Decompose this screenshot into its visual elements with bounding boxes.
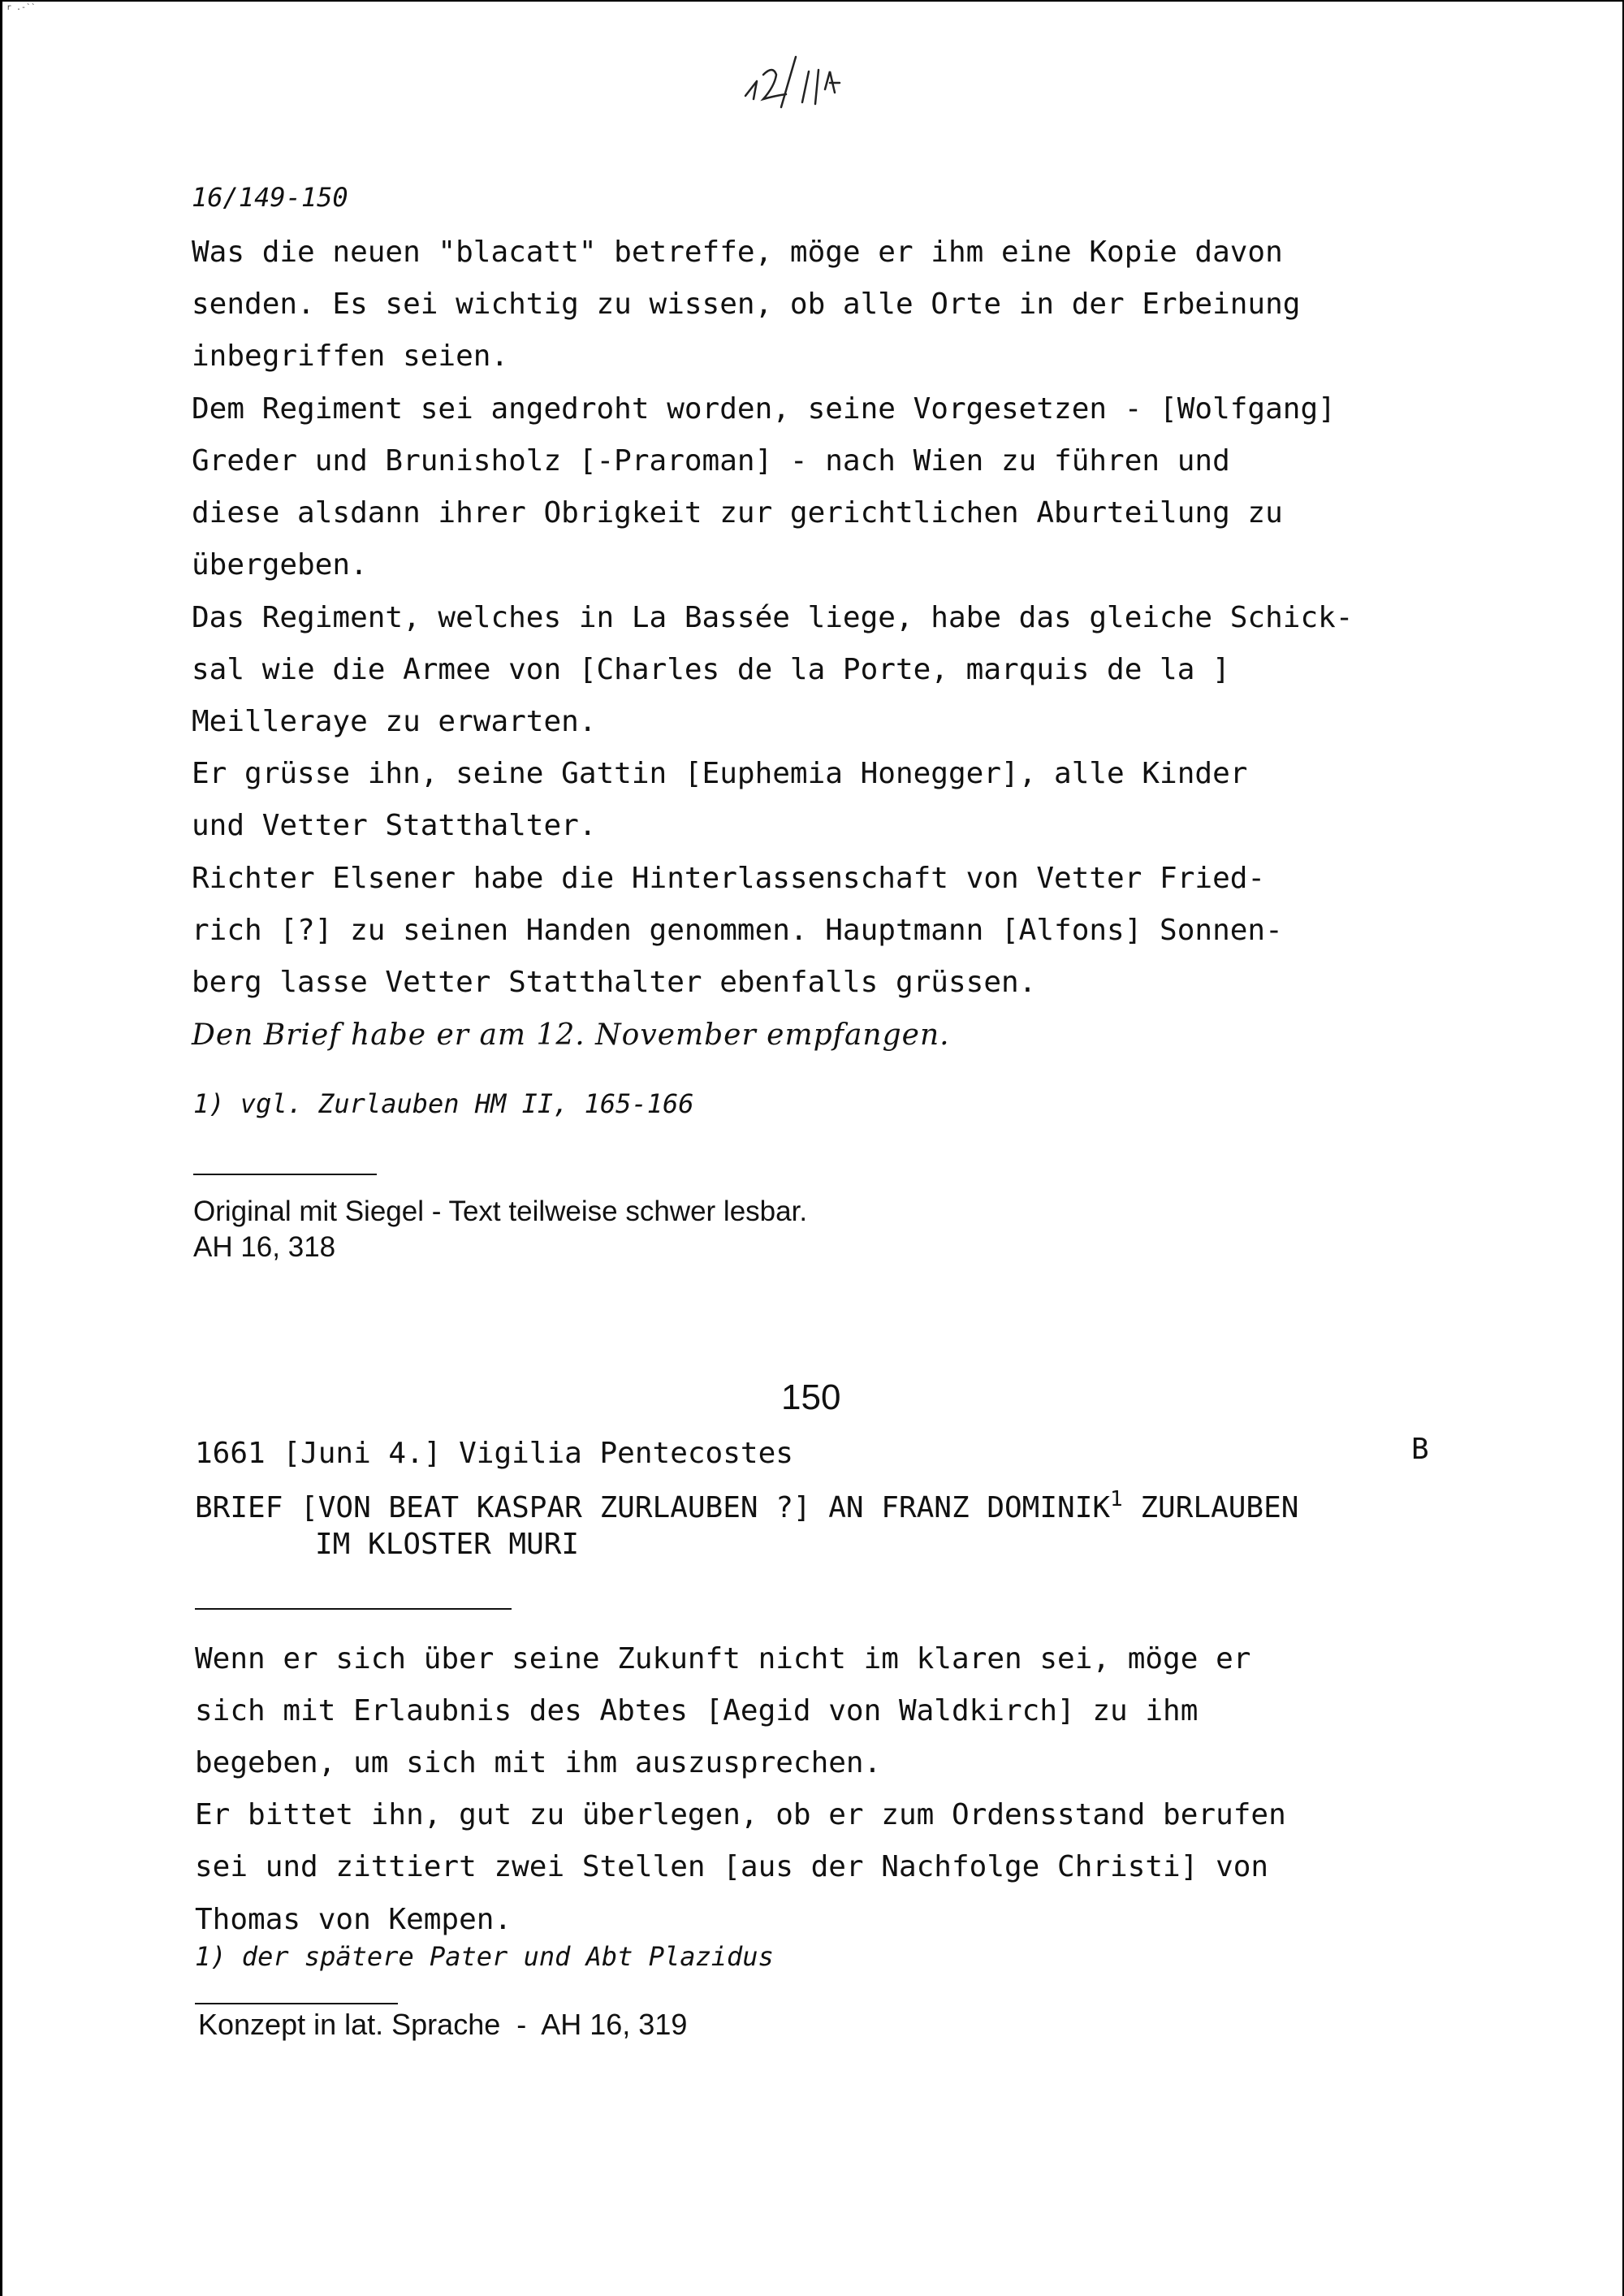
handwritten-archive-number xyxy=(739,24,918,114)
document-title-continued: IM KLOSTER MURI xyxy=(315,1528,580,1561)
handwritten-receipt-line: Den Brief habe er am 12. November empfangen. xyxy=(192,1018,950,1052)
document-marker: B xyxy=(1411,1433,1429,1466)
text-line: Thomas von Kempen. xyxy=(195,1903,512,1936)
footnote: 1) der spätere Pater und Abt Plazidus xyxy=(195,1941,774,1972)
text-line: sei und zittiert zwei Stellen [aus der Nachfolge Christi] von xyxy=(195,1850,1269,1883)
footnote-marker: 1 xyxy=(1110,1487,1123,1511)
text-line: übergeben. xyxy=(192,548,368,582)
text-line: inbegriffen seien. xyxy=(192,339,509,373)
text-line: Das Regiment, welches in La Bassée liege, habe das gleiche Schick- xyxy=(192,601,1354,634)
document-title-text: ZURLAUBEN xyxy=(1122,1491,1299,1524)
text-line: Dem Regiment sei angedroht worden, seine Vorgesetzen - [Wolfgang] xyxy=(192,392,1336,426)
text-line: senden. Es sei wichtig zu wissen, ob alle Orte in der Erbeinung xyxy=(192,288,1301,321)
text-line: begeben, um sich mit ihm auszusprechen. xyxy=(195,1746,882,1779)
text-line: Richter Elsener habe die Hinterlassenschaft von Vetter Fried- xyxy=(192,862,1266,895)
footnote-divider xyxy=(193,1174,377,1175)
document-number: 150 xyxy=(781,1377,841,1417)
text-line: Was die neuen "blacatt" betreffe, möge er ihm eine Kopie davon xyxy=(192,236,1283,269)
text-line: diese alsdann ihrer Obrigkeit zur gerichtlichen Aburteilung zu xyxy=(192,496,1283,530)
document-date: 1661 [Juni 4.] Vigilia Pentecostes xyxy=(195,1437,793,1470)
text-line: rich [?] zu seinen Handen genommen. Hauptmann [Alfons] Sonnen- xyxy=(192,914,1283,947)
text-line: Wenn er sich über seine Zukunft nicht im klaren sei, möge er xyxy=(195,1642,1251,1676)
text-line: Er grüsse ihn, seine Gattin [Euphemia Honegger], alle Kinder xyxy=(192,757,1248,790)
text-line: und Vetter Statthalter. xyxy=(192,809,597,842)
corner-specks: r .-`` xyxy=(6,3,37,12)
text-line: sich mit Erlaubnis des Abtes [Aegid von Waldkirch] zu ihm xyxy=(195,1694,1199,1727)
title-divider xyxy=(195,1608,512,1610)
source-note: Konzept in lat. Sprache - AH 16, 319 xyxy=(198,2008,688,2041)
source-note: Original mit Siegel - Text teilweise schwer lesbar. xyxy=(193,1196,808,1227)
document-title xyxy=(195,1487,1298,1524)
text-line: sal wie die Armee von [Charles de la Porte, marquis de la ] xyxy=(192,653,1230,686)
document-reference: 16/149-150 xyxy=(192,182,348,213)
text-line: Greder und Brunisholz [-Praroman] - nach Wien zu führen und xyxy=(192,444,1230,478)
footnote: 1) vgl. Zurlauben HM II, 165-166 xyxy=(193,1088,694,1119)
footnote-divider xyxy=(195,2003,398,2004)
document-title-text: BRIEF [VON BEAT KASPAR ZURLAUBEN ?] AN FRANZ DOMINIK xyxy=(195,1491,1111,1524)
archive-reference: AH 16, 318 xyxy=(193,1231,336,1263)
page-border-top xyxy=(0,0,1624,2)
text-line: berg lasse Vetter Statthalter ebenfalls grüssen. xyxy=(192,966,1037,999)
text-line: Er bittet ihn, gut zu überlegen, ob er zum Ordensstand berufen xyxy=(195,1798,1286,1831)
page-border-left xyxy=(0,0,2,2296)
text-line: Meilleraye zu erwarten. xyxy=(192,705,597,738)
